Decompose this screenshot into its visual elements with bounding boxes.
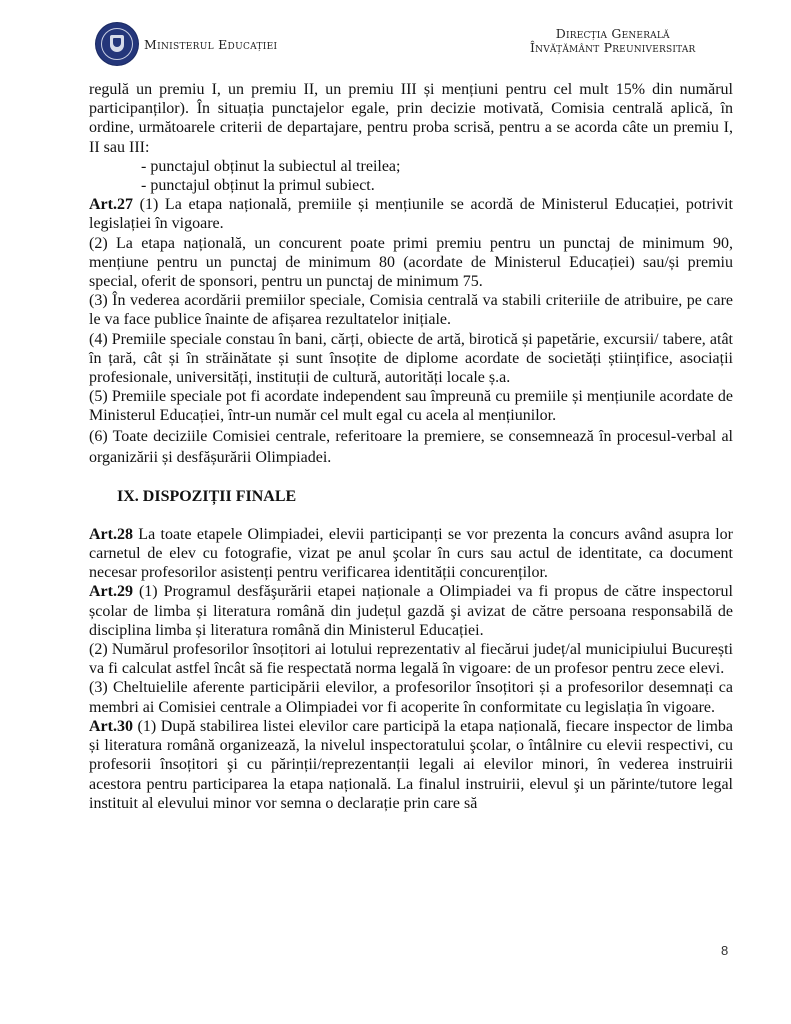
paragraph: La toate etapele Olimpiadei, elevii participanți se vor prezenta la concurs având asupra lor carnetul de elev cu fotografie, vizat pe anul şcolar în curs sau actul de identitate, ca document necesar profesorilor asistenți pentru verificarea identității concurenților.	[89, 525, 733, 582]
header-ministry	[96, 23, 277, 65]
article-30	[89, 717, 733, 813]
paragraph: (6) Toate deciziile Comisiei centrale, referitoare la premiere, se consemnează în procesul-verbal al organizării și desfășurării Olimpiadei.	[89, 427, 733, 466]
article-29	[89, 582, 733, 640]
article-28	[89, 525, 733, 583]
article-label: Art.28	[89, 525, 133, 543]
article-label: Art.27	[89, 196, 133, 214]
paragraph: (1) După stabilirea listei elevilor care participă la etapa națională, fiecare inspector de limba și literatura română organizează, la nivelul inspectoratului şcolar, o întâlnire cu elevii respectivi, cu profesorii însoțitori şi cu părinții/reprezentanții legali ai elevilor minori, în vederea instruirii acestora pentru participarea la etapa națională. La finalul instruirii, elevul şi un părinte/tutore legal instituit al elevului minor vor semna o declarație prin care să	[89, 717, 733, 812]
paragraph: regulă un premiu I, un premiu II, un premiu III și mențiuni pentru cel mult 15% din numărul participanților). În situația punctajelor egale, prin decizie motivată, Comisia centrală aplică, în ordine, următoarele criterii de departajare, pentru proba scrisă, pentru a se acorda câte un premiu I, II sau III:	[89, 81, 733, 156]
paragraph: (1) Programul desfăşurării etapei naționale a Olimpiadei va fi propus de către inspectorul școlar de limba și literatura română din județul gazdă şi avizat de către persoana responsabilă de disciplina limba și literatura română din Ministerul Educației.	[89, 583, 733, 639]
paragraph: (5) Premiile speciale pot fi acordate independent sau împreună cu premiile și mențiunile acordate de Ministerul Educației, într-un număr cel mult egal cu acela al mențiunilor.	[89, 388, 733, 425]
list-item: - punctajul obținut la subiectul al treilea;	[141, 157, 401, 175]
ministry-name: Ministerul Educației	[144, 36, 278, 52]
page-number: 8	[721, 943, 729, 958]
article-27	[89, 195, 733, 233]
directorate-line-1: Direcția Generală	[555, 26, 670, 41]
article-label: Art.29	[89, 583, 133, 601]
paragraph: (2) La etapa națională, un concurent poate primi premiu pentru un punctaj de minimum 90, mențiune pentru un punctaj de minimum 80 (acordate de Ministerul Educației) sau/și premiu special, oferit de sponsori, pentru un punctaj de minimum 75.	[89, 234, 733, 291]
document-body	[89, 80, 733, 813]
paragraph: (4) Premiile speciale constau în bani, cărți, obiecte de artă, birotică și papetărie, excursii/ tabere, atât în țară, cât și în străinătate și sunt însoțite de diplome acordate de societăți științifice, asociații profesionale, universități, instituții de cultură, autorități locale ș.a.	[89, 330, 733, 387]
section-heading: IX. DISPOZIȚII FINALE	[117, 487, 297, 505]
directorate-line-2: Învățământ Preuniversitar	[530, 40, 696, 55]
coat-of-arms-icon	[110, 35, 124, 52]
paragraph: (3) În vederea acordării premiilor speciale, Comisia centrală va stabili criteriile de atribuire, pe care le va face publice înainte de afișarea rezultatelor inițiale.	[89, 292, 733, 329]
paragraph: (1) La etapa națională, premiile și mențiunile se acordă de Ministerul Educației, potrivit legislației în vigoare.	[89, 196, 733, 233]
header-directorate	[530, 27, 696, 55]
article-label: Art.30	[89, 717, 133, 735]
paragraph: (3) Cheltuielile aferente participării elevilor, a profesorilor însoțitori și a profesorilor desemnați ca membri ai Comisiei centrale a Olimpiadei vor fi acoperite în conformitate cu legislația în vigoare.	[89, 679, 733, 716]
government-seal-icon	[96, 23, 138, 65]
list-item: - punctajul obținut la primul subiect.	[141, 177, 375, 195]
paragraph: (2) Numărul profesorilor însoțitori ai lotului reprezentativ al fiecărui județ/al municipiului București va fi calculat astfel încât să fie respectată norma legală în vigoare: de un profesor pentru zece elevi.	[89, 641, 733, 678]
